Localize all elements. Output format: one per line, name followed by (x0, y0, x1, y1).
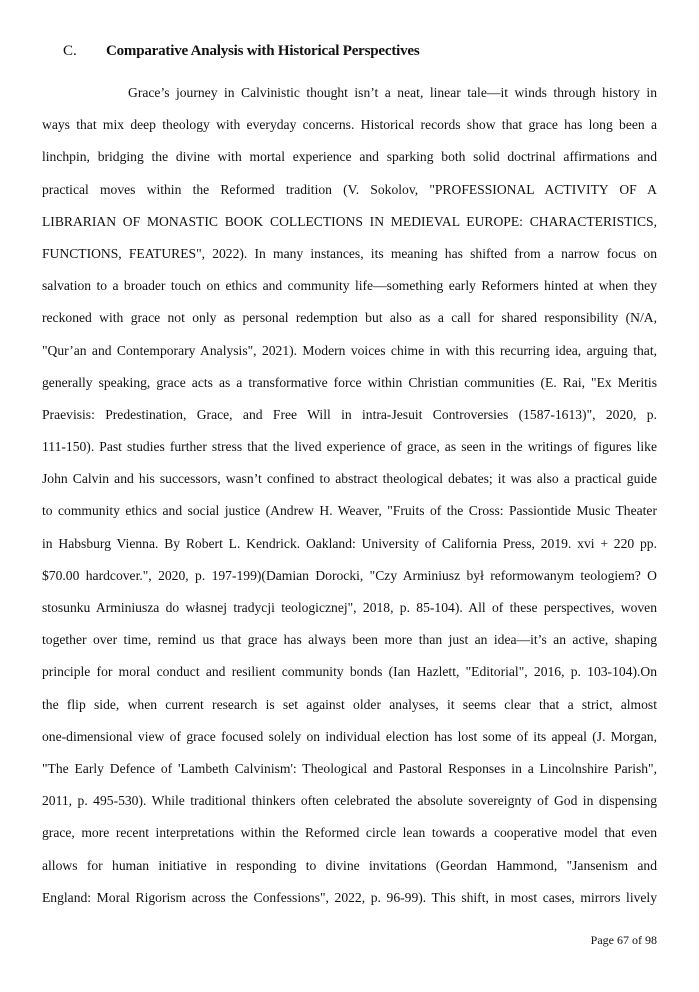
text-line (42, 114, 657, 146)
text-line-content: generally speaking, grace acts as a transformative force within Christian communities (E. Rai, "Ex Meritis (42, 374, 657, 390)
text-line (42, 533, 657, 565)
text-line-content: England: Moral Rigorism across the Confessions", 2022, p. 96-99). This shift, in most cases, mirrors lively (42, 889, 657, 905)
text-line (42, 340, 657, 372)
text-line (42, 372, 657, 404)
text-line (42, 275, 657, 307)
text-line (42, 758, 657, 790)
text-line (42, 468, 657, 500)
text-line (42, 82, 657, 114)
text-line (42, 179, 657, 211)
text-line (42, 887, 657, 919)
section-title: Comparative Analysis with Historical Perspectives (106, 43, 420, 59)
text-line-content: together over time, remind us that grace has always been more than just an idea—it’s an active, shaping (42, 632, 657, 648)
text-line (42, 146, 657, 178)
text-line (42, 629, 657, 661)
text-line-content: to community ethics and social justice (Andrew H. Weaver, "Fruits of the Cross: Passiontide Music Theater (42, 503, 657, 519)
text-line (42, 694, 657, 726)
text-line (42, 855, 657, 887)
text-line (42, 307, 657, 339)
text-line-content: grace, more recent interpretations within the Reformed circle lean towards a cooperative model that even (42, 825, 657, 841)
text-line-content: John Calvin and his successors, wasn’t confined to abstract theological debates; it was also a practical guide (42, 471, 657, 487)
text-line-content: principle for moral conduct and resilient community bonds (Ian Hazlett, "Editorial", 2016, p. 103-104).On (42, 664, 657, 680)
text-line (42, 661, 657, 693)
text-line-content: stosunku Arminiusza do własnej tradycji teologicznej", 2018, p. 85-104). All of these perspectives, woven (42, 600, 657, 615)
text-line-content: in Habsburg Vienna. By Robert L. Kendrick. Oakland: University of California Press, 2019. xvi + 220 pp. (42, 535, 657, 551)
text-line-content: Praevisis: Predestination, Grace, and Free Will in intra-Jesuit Controversies (1587-1613)", 2020, p. (42, 406, 657, 422)
text-line-content: 2011, p. 495-530). While traditional thinkers often celebrated the absolute sovereignty of God in dispensing (42, 793, 657, 809)
text-line-content: the flip side, when current research is set against older analyses, it seems clear that a strict, almost (42, 696, 657, 712)
text-line-content: Grace’s journey in Calvinistic thought isn’t a neat, linear tale—it winds through history in (128, 85, 657, 100)
text-line-content: practical moves within the Reformed tradition (V. Sokolov, "PROFESSIONAL ACTIVITY OF A (42, 181, 657, 197)
text-line-content: "The Early Defence of 'Lambeth Calvinism': Theological and Pastoral Responses in a Lincolnshire Parish", (42, 760, 657, 776)
text-line (42, 211, 657, 243)
text-line-content: allows for human initiative in responding to divine invitations (Geordan Hammond, "Jansenism and (42, 857, 657, 873)
text-line-content: LIBRARIAN OF MONASTIC BOOK COLLECTIONS IN MEDIEVAL EUROPE: CHARACTERISTICS, (42, 213, 657, 229)
text-line (42, 404, 657, 436)
text-line (42, 822, 657, 854)
text-line-content: "Qur’an and Contemporary Analysis", 2021). Modern voices chime in with this recurring idea, arguing that, (42, 342, 657, 358)
text-line (42, 436, 657, 468)
text-line-content: one-dimensional view of grace focused solely on individual election has lost some of its appeal (J. Morgan, (42, 728, 657, 744)
text-line-content: salvation to a broader touch on ethics and community life—something early Reformers hinted at when they (42, 278, 657, 294)
text-line-content: FUNCTIONS, FEATURES", 2022). In many instances, its meaning has shifted from a narrow focus on (42, 245, 657, 261)
text-line (42, 500, 657, 532)
page-number: Page 67 of 98 (590, 933, 657, 947)
section-number: C. (63, 43, 77, 59)
text-line-content: 111-150). Past studies further stress that the lived experience of grace, as seen in the writings of figures like (42, 439, 657, 455)
text-line (42, 565, 657, 597)
body-paragraph (42, 82, 657, 919)
text-line (42, 726, 657, 758)
text-line-content: reckoned with grace not only as personal redemption but also as a call for shared responsibility (N/A, (42, 310, 657, 326)
text-line (42, 243, 657, 275)
text-line-content: ways that mix deep theology with everyday concerns. Historical records show that grace has long been a (42, 117, 657, 133)
section-heading (63, 43, 420, 60)
text-line (42, 790, 657, 822)
text-line (42, 597, 657, 629)
text-line-content: $70.00 hardcover.", 2020, p. 197-199)(Damian Dorocki, "Czy Arminiusz był reformowanym teologiem? O (42, 567, 657, 583)
text-line-content: linchpin, bridging the divine with mortal experience and sparking both solid doctrinal affirmations and (42, 149, 657, 165)
